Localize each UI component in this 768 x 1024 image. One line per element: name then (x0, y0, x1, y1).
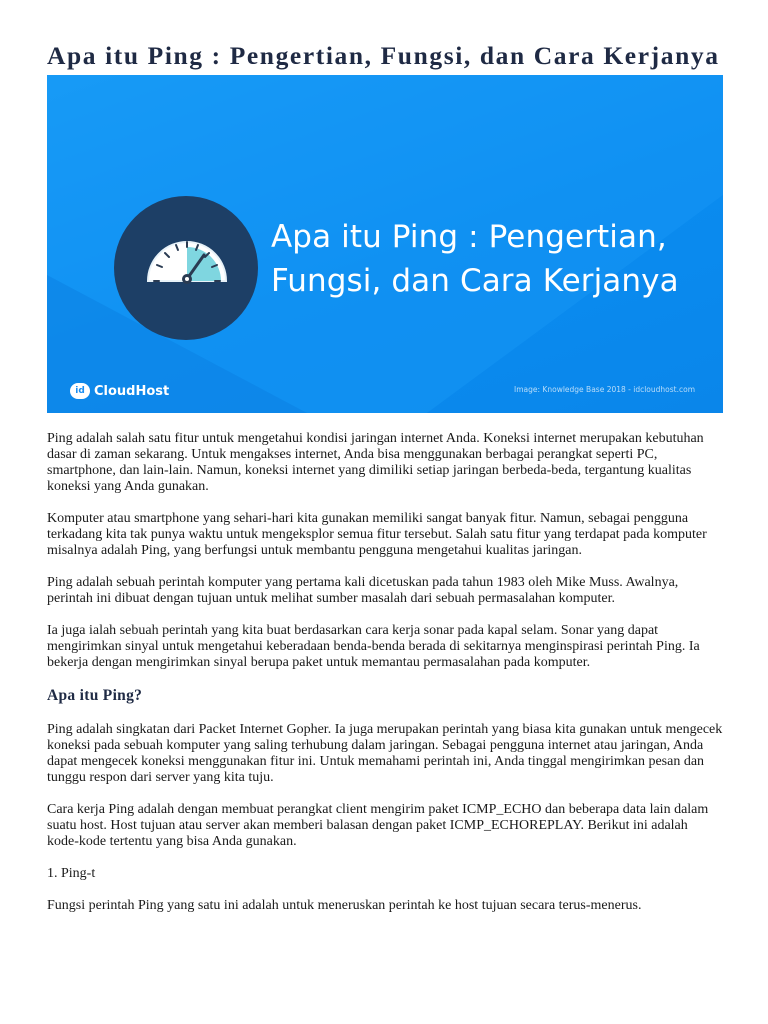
paragraph-3: Ping adalah sebuah perintah komputer yang pertama kali dicetuskan pada tahun 1983 oleh Mike Muss. Awalnya, perintah ini dibuat dengan tujuan untuk melihat sumber masalah dari sebuah permasalahan komputer. (47, 575, 679, 606)
paragraph-6: Cara kerja Ping adalah dengan membuat perangkat client mengirim paket ICMP_ECHO dan beberapa data lain dalam suatu host. Host tujuan atau server akan memberi balasan dengan paket ICMP_ECHOREPLAY. Berikut ini adalah kode-kode tertentu yang bisa Anda gunakan. (47, 802, 709, 849)
section-heading-apa-itu-ping: Apa itu Ping? (47, 687, 143, 704)
list-item-ping-t: 1. Ping-t (47, 866, 96, 881)
article-title: Apa itu Ping : Pengertian, Fungsi, dan Cara Kerjanya (47, 41, 720, 70)
paragraph-1: Ping adalah salah satu fitur untuk mengetahui kondisi jaringan internet Anda. Koneksi internet merupakan kebutuhan dasar di zaman sekarang. Untuk mengakses internet, Anda bisa menggunakan berbagai perangkat seperti PC, smartphone, dan lain-lain. Namun, koneksi internet yang dimiliki setiap jaringan berbeda-beda, tergantung kualitas koneksi yang Anda gunakan. (47, 431, 704, 494)
paragraph-5: Ping adalah singkatan dari Packet Internet Gopher. Ia juga merupakan perintah yang biasa kita gunakan untuk mengecek koneksi pada sebuah komputer yang saling terhubung dalam jaringan. Sebagai pengguna internet atau jaringan, Anda dapat mengecek koneksi menggunakan fitur ini. Untuk memahami perintah ini, Anda tinggal mengirimkan pesan dan tunggu respon dari server yang kita tuju. (47, 722, 723, 785)
banner-title-line-2: Fungsi, dan Cara Kerjanya (271, 263, 679, 299)
speedometer-gauge-icon (140, 219, 234, 313)
banner-title (271, 215, 679, 303)
paragraph-7: Fungsi perintah Ping yang satu ini adalah untuk meneruskan perintah ke host tujuan secara terus-menerus. (47, 898, 642, 913)
article-body (47, 431, 723, 914)
paragraph-4: Ia juga ialah sebuah perintah yang kita buat berdasarkan cara kerja sonar pada kapal selam. Sonar yang dapat mengirimkan sinyal untuk mengetahui keberadaan benda-benda berada di sekitarnya menginspirasi perintah Ping. Ia bekerja dengan mengirimkan sinyal berupa paket untuk memantau permasalahan pada komputer. (47, 623, 700, 670)
document-page (47, 42, 723, 930)
brand-badge-icon: id (70, 383, 90, 399)
paragraph-2: Komputer atau smartphone yang sehari-hari kita gunakan memiliki sangat banyak fitur. Namun, sebagai pengguna terkadang kita tak punya waktu untuk mengeksplor semua fitur tersebut. Salah satu fitur yang terdapat pada komputer misalnya adalah Ping, yang berfungsi untuk membantu pengguna mengetahui kualitas jaringan. (47, 511, 707, 558)
brand-logo (70, 383, 169, 399)
image-credit: Image: Knowledge Base 2018 - idcloudhost.com (514, 385, 695, 394)
article-banner-image (47, 75, 723, 413)
brand-name: CloudHost (94, 383, 170, 399)
banner-title-line-1: Apa itu Ping : Pengertian, (271, 219, 667, 255)
